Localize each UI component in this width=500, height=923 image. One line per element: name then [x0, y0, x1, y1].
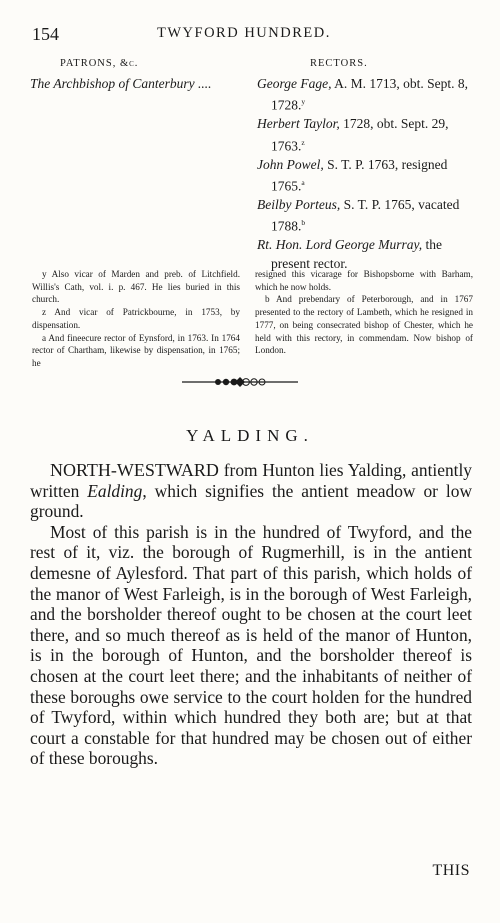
rectors-column-heading: RECTORS. [310, 58, 368, 69]
footnotes-right [255, 268, 473, 357]
rector-name: Rt. Hon. Lord George Murray, [257, 237, 423, 253]
rector-name: Herbert Taylor, [257, 116, 340, 132]
running-head: TWYFORD HUNDRED. [157, 25, 331, 41]
footnote-ref: a [301, 178, 305, 188]
rector-entry [257, 115, 477, 155]
rector-entry [257, 156, 477, 196]
rector-name: John Powel, [257, 156, 324, 172]
rectors-list [257, 75, 477, 273]
page-header [32, 22, 472, 48]
section-title: YALDING. [186, 426, 314, 445]
footnote: z And vicar of Patrickbourne, in 1753, by dispensation. [32, 307, 240, 330]
lead-words: NORTH-WESTWARD [50, 460, 219, 480]
italic-word: Ealding [87, 480, 143, 501]
footnote-ref: b [301, 218, 306, 228]
footnote: y Also vicar of Marden and preb. of Litchfield. Willis's Cath, vol. i. p. 467. He lies buried in this church. [32, 269, 240, 305]
rector-entry [257, 75, 477, 115]
footnote: resigned this vicarage for Bishopsborne with Barham, which he now holds. [255, 269, 473, 292]
paragraph-text: , which signifies the antient meadow or low ground. [30, 480, 472, 522]
rector-details: 1728, obt. Sept. 29, 1763. [271, 116, 449, 154]
footnote: b And prebendary of Peterborough, and in 1767 presented to the rectory of Lambeth, which he resigned in 1777, on being consecrated bishop of Chester, which he held with this rectory, in commendam. Now bishop of London. [255, 294, 473, 356]
footnote-ref: y [301, 97, 306, 107]
page-number: 154 [32, 24, 59, 44]
footnote: a And fineecure rector of Eynsford, in 1763. In 1764 rector of Chartham, likewise by dispensation, in 1765; he [32, 332, 240, 368]
ornament-divider-icon [180, 376, 300, 388]
catchword: THIS [432, 862, 470, 879]
paragraph [30, 460, 472, 522]
footnote-ref: z [301, 137, 305, 147]
footnotes-left [32, 268, 240, 370]
patron-entry: The Archbishop of Canterbury .... [30, 76, 212, 91]
rector-details: S. T. P. 1763, resigned 1765. [271, 156, 448, 194]
rector-name: Beilby Porteus, [257, 196, 341, 212]
rector-details: A. M. 1713, obt. Sept. 8, 1728. [271, 76, 468, 113]
patrons-column-heading: PATRONS, &c. [60, 58, 139, 69]
paragraph: Most of this parish is in the hundred of Twyford, and the rest of it, viz. the borough of Rugmerhill, is in the antient demesne of Aylesford. That part of this parish, which holds of the manor of West Farleigh, is in the borough of West Farleigh, and the borsholder thereof ought to be chosen at the court leet there, and so much thereof as is held of the manor of Hunton, is in the borough of Hunton, and the borsholder thereof is chosen at the court leet there; and the inhabitants of neither of these boroughs owe service to the court holden for the hundred of Twyford, within which hundred they both are; but at that court a constable for that hundred may be chosen out of either of these boroughs. [30, 521, 472, 769]
body-text [30, 460, 472, 769]
rector-entry [257, 196, 477, 236]
paragraph-text: from Hunton lies Yalding, antiently written [30, 460, 472, 501]
rector-details: S. T. P. 1765, vacated 1788. [271, 196, 460, 234]
rector-name: George Fage, [257, 76, 332, 91]
rector-details: the present rector. [271, 237, 442, 271]
